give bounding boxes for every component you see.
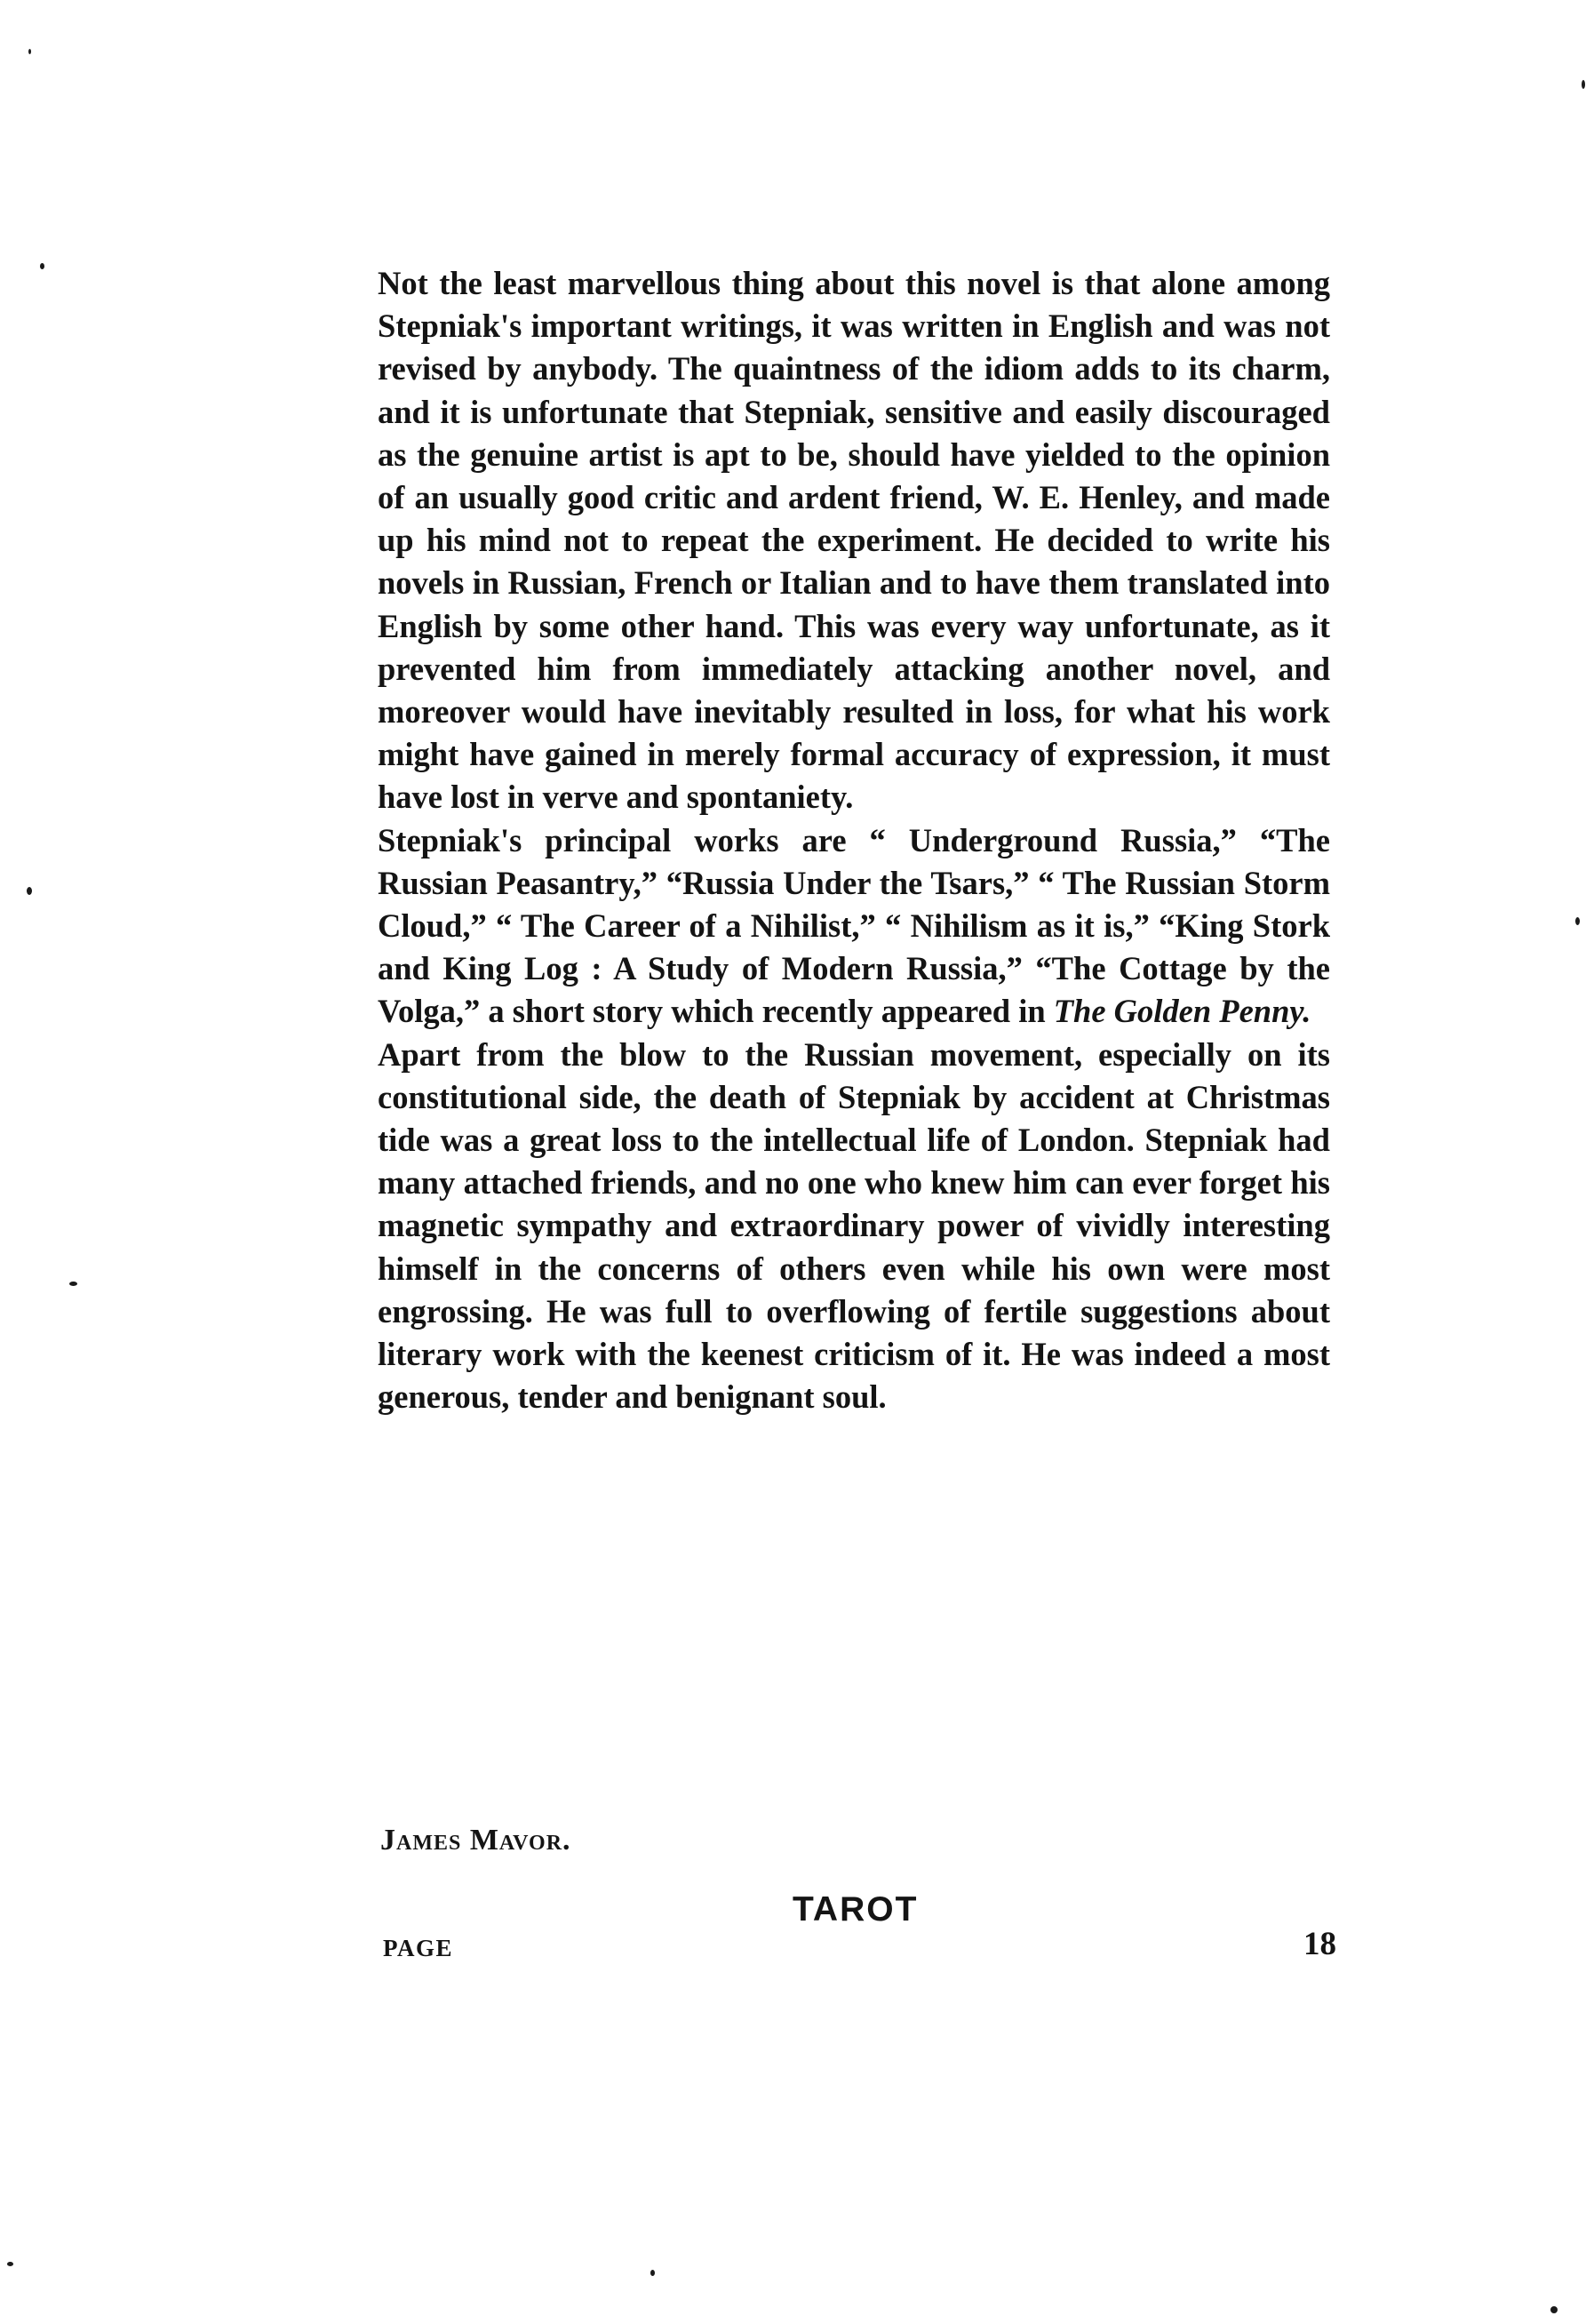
page-label: PAGE (383, 1935, 453, 1961)
magazine-title: TAROT (793, 1890, 919, 1929)
paragraph-works-text: Stepniak's principal works are “ Underground Russia,” “The Russian Peasantry,” “Russia Under the Tsars,” “ The Russian Storm Cloud,” “ The Career of a Nihilist,” “ Nihilism as it is,” “King Stork and King Log : A Study of Modern Russia,” “The Cottage by the Volga,” a short story which recently appeared in (378, 821, 1330, 1030)
scan-speck (40, 263, 44, 269)
scan-speck (7, 2262, 13, 2266)
scan-speck (27, 887, 32, 895)
scan-speck (650, 2270, 655, 2276)
scan-speck (69, 1282, 77, 1286)
paragraph-tribute: Apart from the blow to the Russian movement, especially on its constitutional side, the death of Stepniak by accident at Christmas tide was a great loss to the intellectual life of London. Stepniak had many attached friends, and no one who knew him can ever forget his magnetic sympathy and extraordinary power of vividly interesting himself in the concerns of others even while his own were most engrossing. He was full to overflowing of fertile suggestions about literary work with the keenest criticism of it. He was indeed a most generous, tender and benignant soul. (378, 1035, 1330, 1416)
paragraph-novel: Not the least marvellous thing about this novel is that alone among Stepniak's important writings, it was written in English and was not revised by anybody. The quaintness of the idiom adds to its charm, and it is unfortunate that Stepniak, sensitive and easily discouraged as the genuine artist is apt to be, should have yielded to the opinion of an usually good critic and ardent friend, W. E. Henley, and made up his mind not to repeat the experiment. He decided to write his novels in Russian, French or Italian and to have them translated into English by some other hand. This was every way unfortunate, as it prevented him from immediately attacking another novel, and moreover would have inevitably resulted in loss, for what his work might have gained in merely formal accuracy of expression, it must have lost in verve and spontaniety. (378, 265, 1330, 816)
scan-speck (1575, 917, 1580, 925)
scan-speck (1550, 2306, 1558, 2313)
scan-speck (1582, 80, 1585, 89)
article-body (378, 262, 1330, 1418)
scan-speck (28, 49, 31, 54)
golden-penny-title: The Golden Penny. (1053, 993, 1311, 1030)
paragraph-works (378, 819, 1330, 1034)
author-signature: James Mavor. (380, 1824, 571, 1857)
page-number: 18 (1303, 1926, 1336, 1962)
